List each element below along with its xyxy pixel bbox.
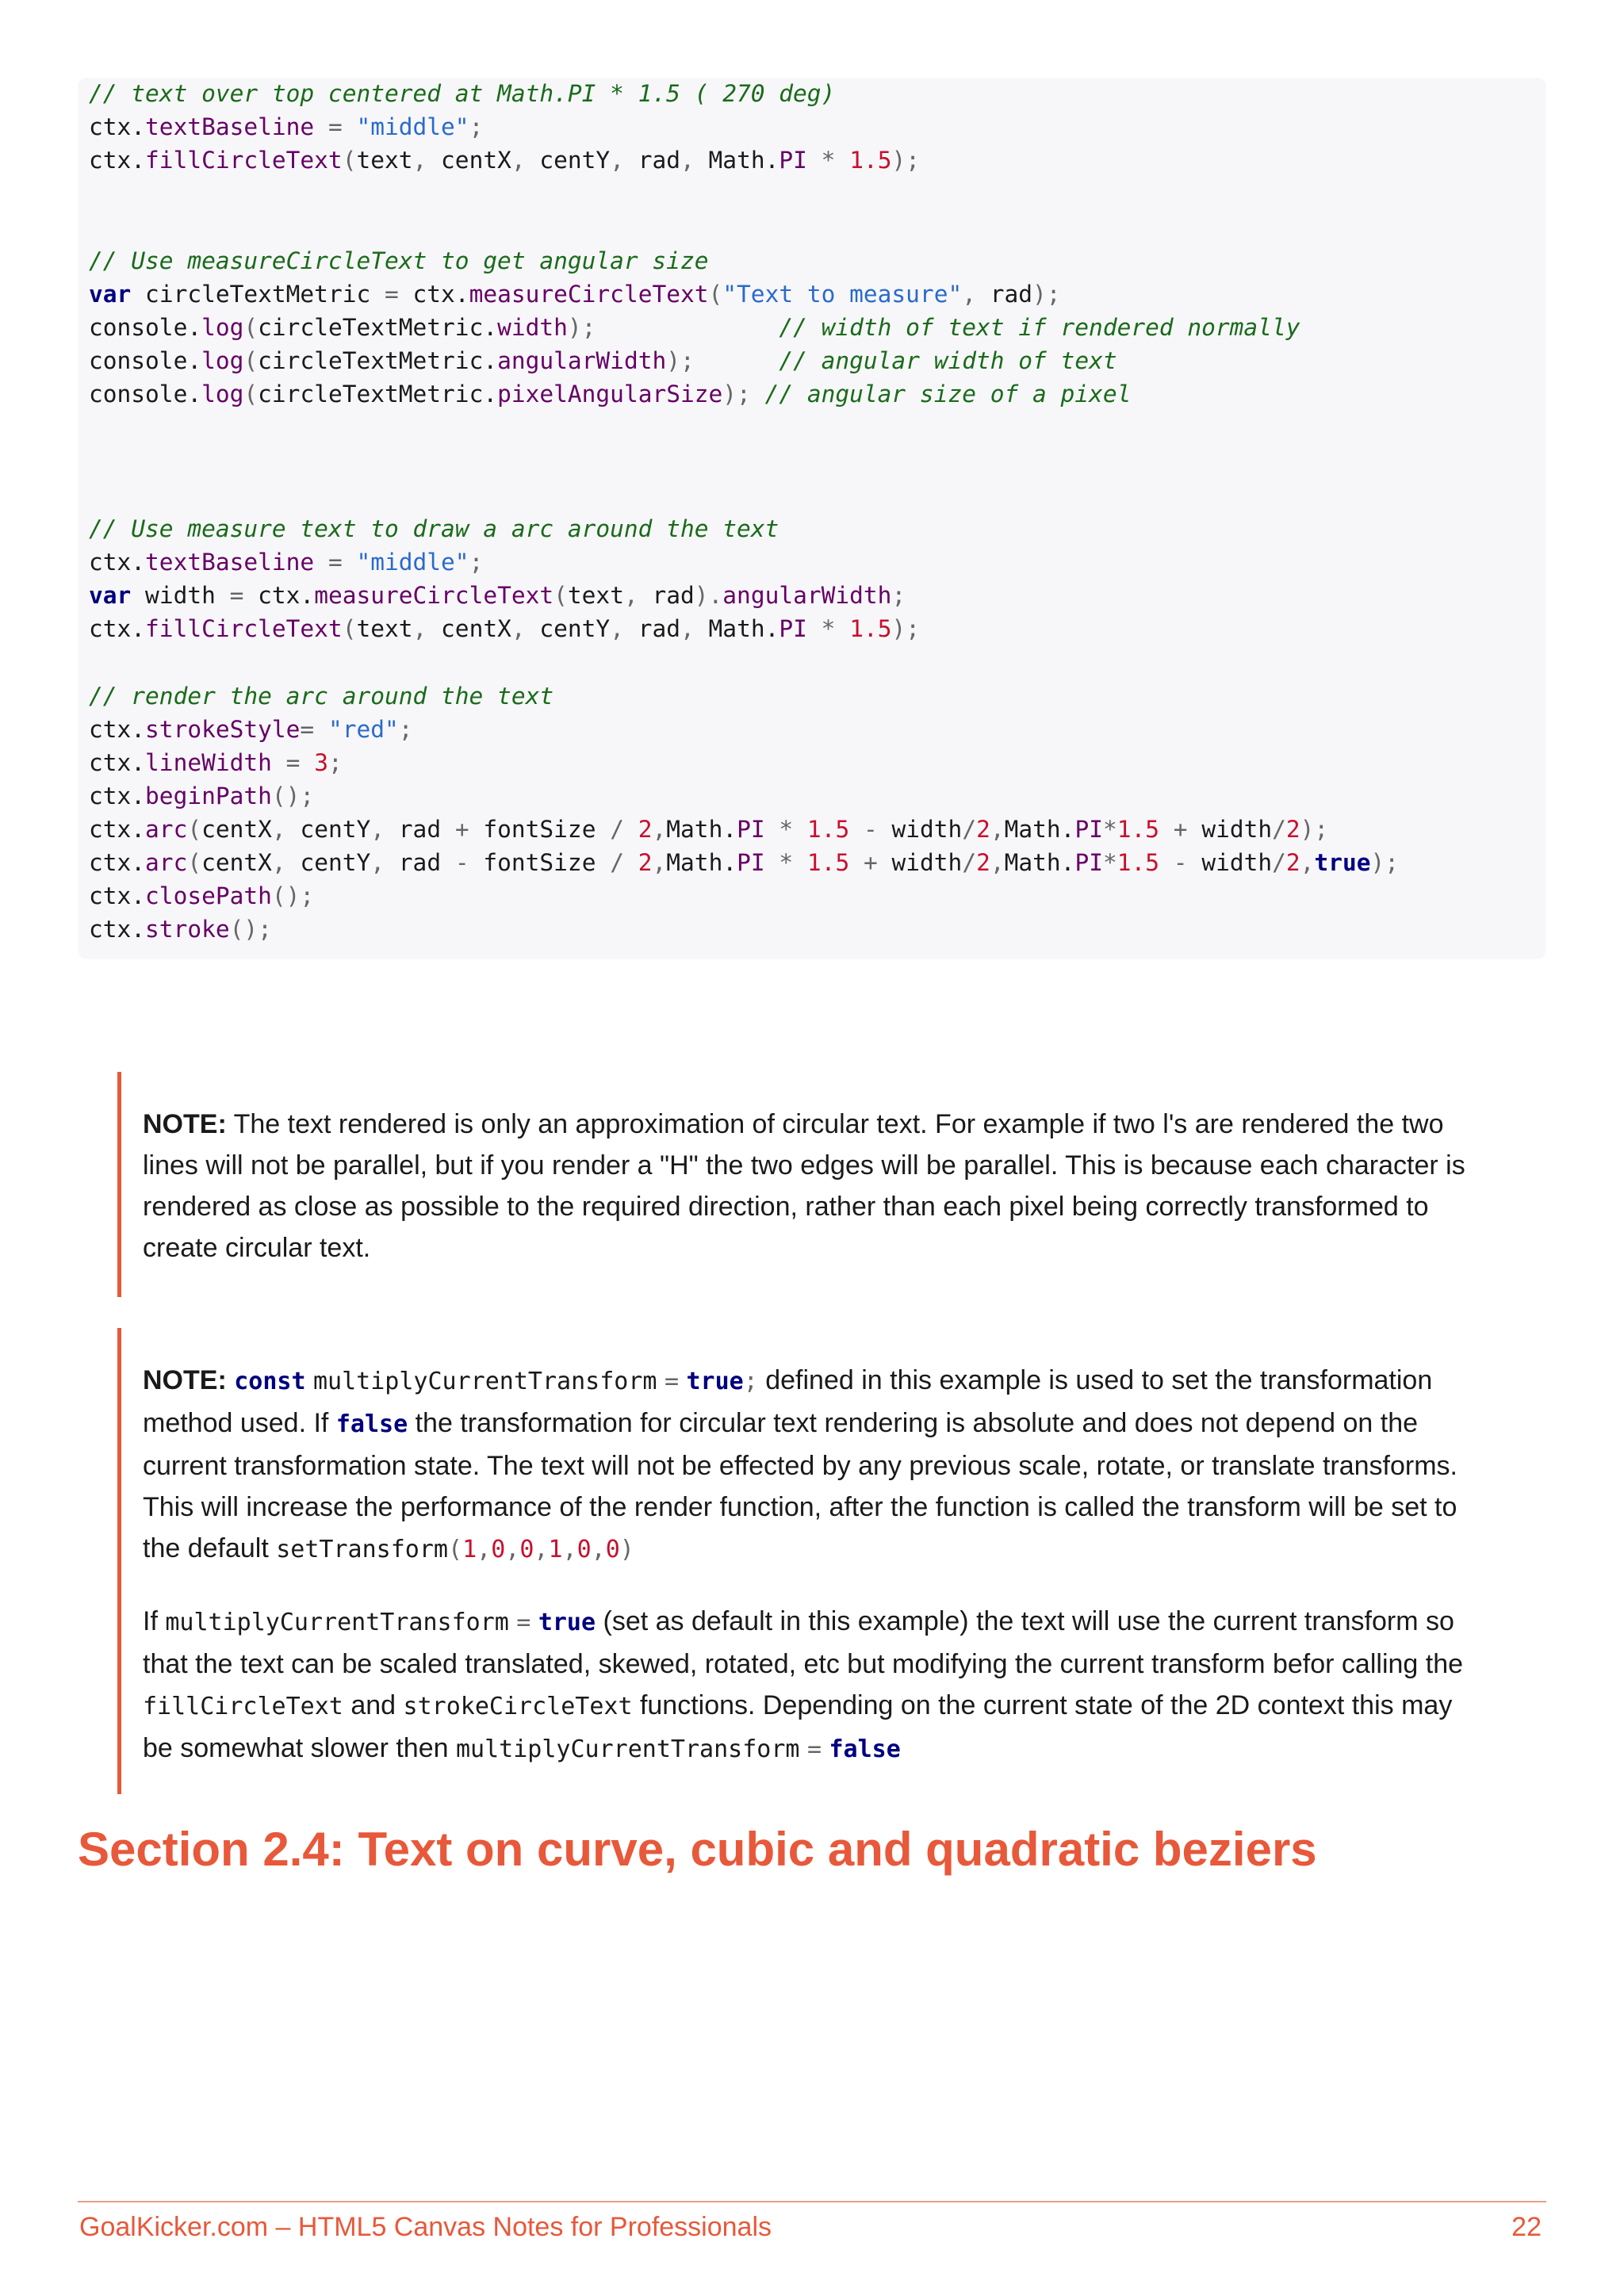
code-line: // text over top centered at Math.PI * 1.5 ( 270 deg) <box>89 80 836 107</box>
note-2-paragraph-2: If multiplyCurrentTransform = true (set as default in this example) the text will use the current transform so that the text can be scaled translated, skewed, rotated, etc but modifying the current transform befor calling the fillCircleText and strokeCircleText functions. Depending on the current state of the 2D context this may be somewhat slower then multiplyCurrentTransform = false <box>143 1606 1464 1763</box>
code-line: ctx.closePath(); <box>89 882 315 909</box>
code-line: console.log(circleTextMetric.angularWidth); // angular width of text <box>89 347 1117 374</box>
code-line: // Use measure text to draw a arc around the text <box>89 515 779 542</box>
code-line: console.log(circleTextMetric.pixelAngularSize); // angular size of a pixel <box>89 381 1132 408</box>
code-line: ctx.fillCircleText(text, centX, centY, rad, Math.PI * 1.5); <box>89 147 921 174</box>
code-line: ctx.arc(centX, centY, rad - fontSize / 2,Math.PI * 1.5 + width/2,Math.PI*1.5 - width/2,true); <box>89 849 1400 876</box>
section-title: Section 2.4: Text on curve, cubic and quadratic beziers <box>78 1823 1317 1876</box>
code-line: ctx.arc(centX, centY, rad + fontSize / 2,Math.PI * 1.5 - width/2,Math.PI*1.5 + width/2); <box>89 816 1329 843</box>
page-number: 22 <box>1511 2212 1542 2242</box>
code-line: ctx.stroke(); <box>89 916 272 943</box>
note-border <box>117 1328 121 1794</box>
note-border <box>117 1072 121 1297</box>
code-line: console.log(circleTextMetric.width); // width of text if rendered normally <box>89 314 1300 341</box>
code-line: // render the arc around the text <box>89 683 554 710</box>
code-line: ctx.textBaseline = "middle"; <box>89 113 484 140</box>
code-line: ctx.fillCircleText(text, centX, centY, rad, Math.PI * 1.5); <box>89 615 921 642</box>
code-line: ctx.strokeStyle= "red"; <box>89 716 413 743</box>
code-line: var circleTextMetric = ctx.measureCircleText("Text to measure", rad); <box>89 281 1061 308</box>
footer-divider <box>78 2201 1546 2202</box>
code-line: var width = ctx.measureCircleText(text, rad).angularWidth; <box>89 582 906 609</box>
code-line: ctx.lineWidth = 3; <box>89 749 343 776</box>
note-1: NOTE: The text rendered is only an approximation of circular text. For example if two l's are rendered the two lines will not be parallel, but if you render a "H" the two edges will be parallel. This is because each character is rendered as close as possible to the required direction, rather than each pixel being correctly transformed to create circular text. <box>143 1109 1465 1263</box>
code-line: ctx.textBaseline = "middle"; <box>89 549 484 576</box>
code-line: // Use measureCircleText to get angular size <box>89 247 709 274</box>
note-2-paragraph-1: NOTE: const multiplyCurrentTransform = true; defined in this example is used to set the transformation method used. If false the transformation for circular text rendering is absolute and does not depend on the current transformation state. The text will not be effected by any previous scale, rotate, or translate transforms. This will increase the performance of the render function, after the function is called the transform will be set to the default setTransform(1,0,0,1,0,0) <box>143 1365 1457 1563</box>
code-line: ctx.beginPath(); <box>89 783 315 809</box>
footer-title: GoalKicker.com – HTML5 Canvas Notes for Professionals <box>79 2212 772 2242</box>
